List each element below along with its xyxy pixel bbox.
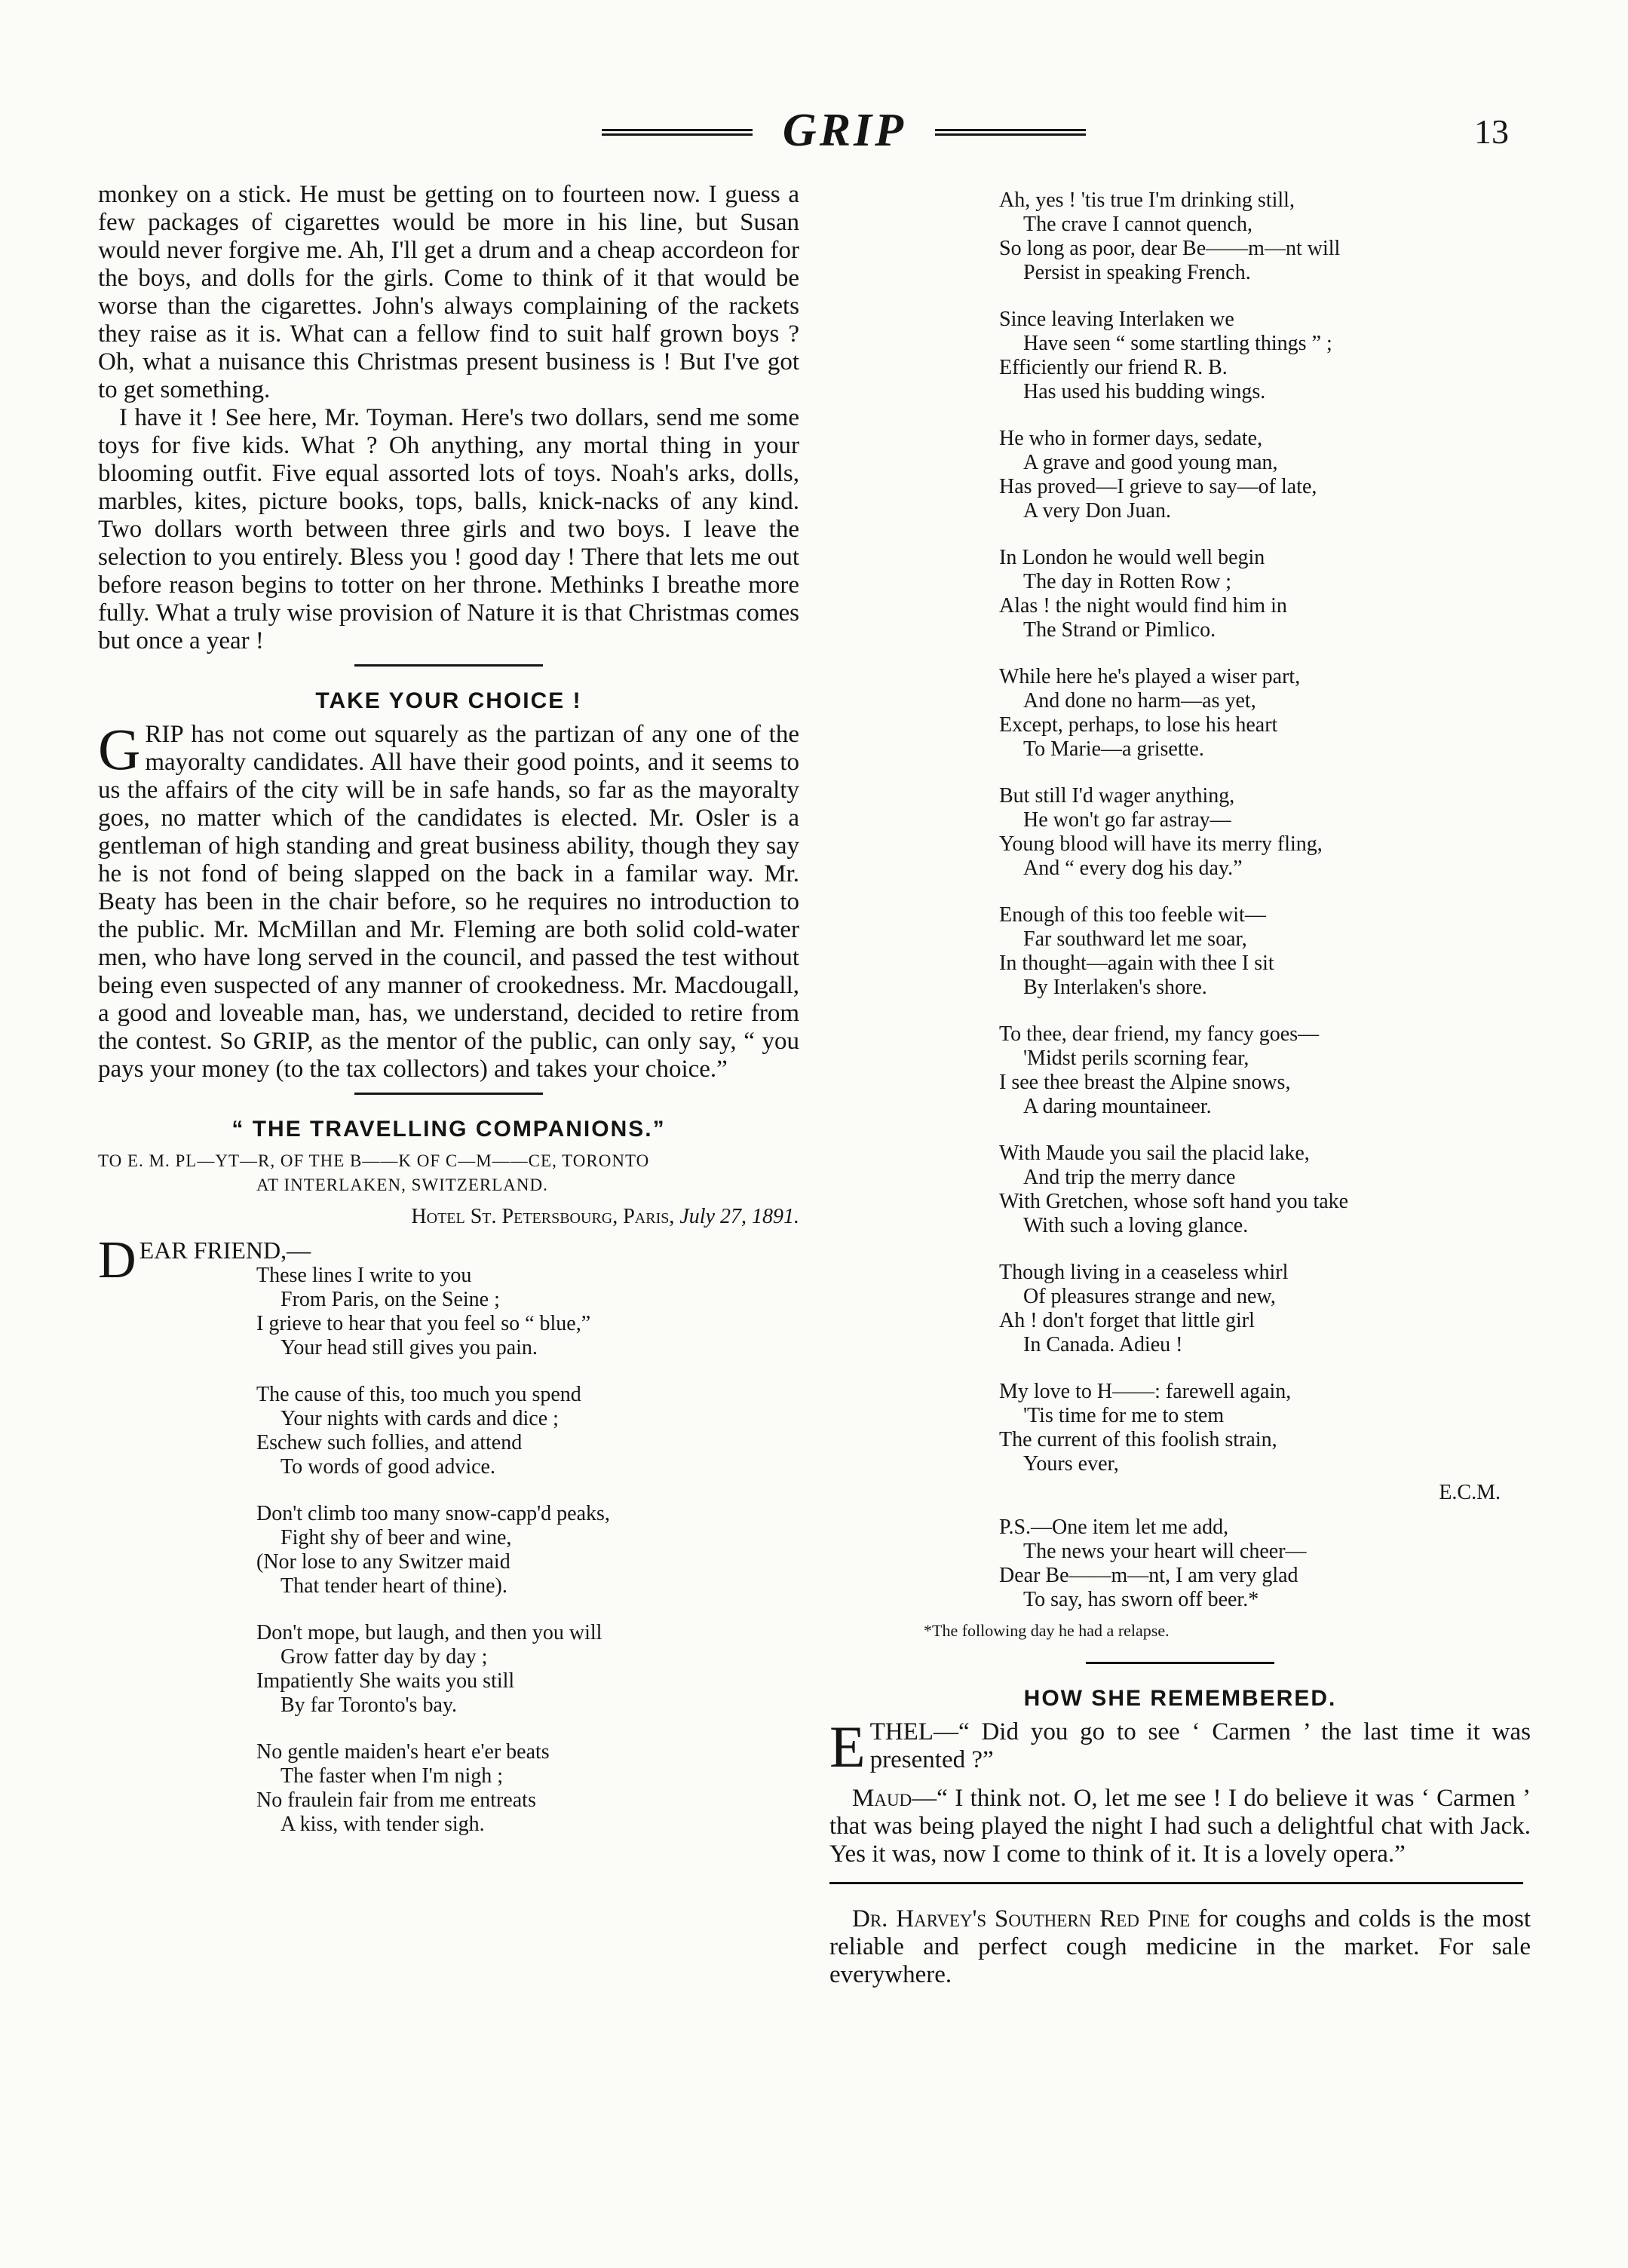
advert-lead: Dr. Harvey's Southern Red Pine — [852, 1905, 1191, 1932]
poem-line: He won't go far astray— — [1023, 808, 1231, 832]
masthead-title: GRIP — [782, 105, 907, 156]
poem-line: Efficiently our friend R. B. — [999, 356, 1228, 379]
footnote: *The following day he had a relapse. — [924, 1621, 1170, 1640]
dateline-place: Hotel St. Petersbourg, Paris, — [411, 1205, 680, 1228]
poem-line: A kiss, with tender sigh. — [281, 1813, 485, 1836]
dialogue-maud — [829, 1785, 1531, 1868]
poem-stanza — [999, 1261, 1531, 1357]
poem-line: P.S.—One item let me add, — [999, 1516, 1229, 1539]
poem-line: Eschew such follies, and attend — [256, 1431, 523, 1454]
poem-stanza — [999, 784, 1531, 881]
poem-line: Grow fatter day by day ; — [281, 1645, 488, 1669]
poem-line: 'Tis time for me to stem — [1023, 1404, 1225, 1427]
poem-line: With such a loving glance. — [1023, 1214, 1249, 1237]
take-your-choice-body — [98, 716, 799, 1083]
salutation-text: EAR FRIEND,— — [139, 1237, 311, 1264]
poem-stanza — [999, 427, 1531, 523]
masthead-rule-left — [602, 129, 753, 141]
poem-line: So long as poor, dear Be——m—nt will — [999, 237, 1341, 260]
poem-line: Has used his budding wings. — [1023, 380, 1266, 403]
poem-line: The Strand or Pimlico. — [1023, 618, 1216, 642]
poem-line: Have seen “ some startling things ” ; — [1023, 332, 1332, 355]
poem-line: To thee, dear friend, my fancy goes— — [999, 1022, 1320, 1046]
poem-stanza — [999, 1022, 1531, 1119]
poem-line: And done no harm—as yet, — [1023, 689, 1256, 713]
article-paragraph: monkey on a stick. He must be getting on to fourteen now. I guess a few packages of cigarettes would be more in his line, but Susan would never forgive me. Ah, I'll get a drum and a cheap accordeon for the boys, and dolls for the girls. Come to think of it that would be worse than the cigarettes. John's always complaining of the rackets they raise as it is. What can a fellow find to suit half grown boys ? Oh, what a nuisance this Christmas present business is ! But I've got to get something. — [98, 181, 799, 403]
poem-heading: “ THE TRAVELLING COMPANIONS.” — [231, 1117, 666, 1142]
poem-line: To say, has sworn off beer.* — [1023, 1588, 1259, 1611]
dateline-date: July 27, 1891. — [679, 1205, 799, 1228]
poem-line: In London he would well begin — [999, 546, 1265, 569]
poem-line: (Nor lose to any Switzer maid — [256, 1550, 510, 1574]
poem-line: Ah ! don't forget that little girl — [999, 1309, 1255, 1332]
poem-dedication — [98, 1149, 799, 1197]
poem-line: The crave I cannot quench, — [1023, 213, 1252, 236]
poem-line: Persist in speaking French. — [1023, 261, 1251, 284]
dedication-line: TO E. M. PL—YT—R, OF THE B——K OF C—M——CE, TORONTO — [98, 1151, 650, 1170]
poem-line: I grieve to hear that you feel so “ blue,” — [256, 1312, 591, 1335]
poem-line: While here he's played a wiser part, — [999, 665, 1301, 688]
divider — [354, 1093, 543, 1095]
masthead-rule-right — [935, 129, 1086, 141]
drop-cap: D — [98, 1231, 136, 1289]
poem-stanza — [999, 903, 1531, 1000]
poem-line: With Maude you sail the placid lake, — [999, 1142, 1310, 1165]
dedication-line: AT INTERLAKEN, SWITZERLAND. — [256, 1175, 548, 1194]
speaker-name: Maud — [852, 1785, 912, 1812]
poem-line: Except, perhaps, to lose his heart — [999, 713, 1278, 737]
poem-line: These lines I write to you — [256, 1264, 472, 1287]
advert-text: for coughs and colds is the most reliable and perfect cough medicine in the market. For sale everywhere. — [829, 1905, 1531, 1988]
poem-stanza — [256, 1740, 799, 1837]
poem-line: From Paris, on the Seine ; — [281, 1288, 500, 1311]
poem-line: The faster when I'm nigh ; — [281, 1764, 504, 1788]
poem-line: Your nights with cards and dice ; — [281, 1407, 559, 1430]
poem-left-part — [98, 1264, 799, 1837]
poem-line: By far Toronto's bay. — [281, 1693, 458, 1717]
poem-line: To words of good advice. — [281, 1455, 495, 1479]
poem-line: Yours ever, — [1023, 1452, 1119, 1476]
drop-cap: E — [829, 1714, 866, 1779]
drop-cap: G — [98, 716, 141, 782]
poem-line: A grave and good young man, — [1023, 451, 1278, 474]
poem-right-part — [829, 188, 1531, 1476]
poem-line: The news your heart will cheer— — [1023, 1540, 1307, 1563]
poem-line: No fraulein fair from me entreats — [256, 1788, 536, 1812]
poem-stanza — [999, 665, 1531, 762]
poem-line: Don't climb too many snow-capp'd peaks, — [256, 1502, 610, 1525]
poem-stanza — [999, 546, 1531, 642]
poem-line: The current of this foolish strain, — [999, 1428, 1277, 1451]
poem-line: With Gretchen, whose soft hand you take — [999, 1190, 1349, 1213]
page-number: 13 — [1474, 112, 1509, 151]
poem-line: Though living in a ceaseless whirl — [999, 1261, 1289, 1284]
poem-line: No gentle maiden's heart e'er beats — [256, 1740, 550, 1764]
poem-line: Ah, yes ! 'tis true I'm drinking still, — [999, 188, 1295, 212]
divider — [354, 664, 543, 667]
poem-line: My love to H——: farewell again, — [999, 1380, 1292, 1403]
article-heading: HOW SHE REMEMBERED. — [1023, 1686, 1337, 1711]
dialogue-text: THEL—“ Did you go to see ‘ Carmen ’ the last time it was presented ?” — [869, 1718, 1531, 1773]
poem-line: Young blood will have its merry fling, — [999, 832, 1323, 856]
article-heading: TAKE YOUR CHOICE ! — [315, 688, 582, 713]
poem-line: Alas ! the night would find him in — [999, 594, 1287, 618]
masthead — [0, 104, 1628, 164]
poem-line: By Interlaken's shore. — [1023, 976, 1207, 999]
poem-line: I see thee breast the Alpine snows, — [999, 1071, 1291, 1094]
poem-line: But still I'd wager anything, — [999, 784, 1235, 808]
dialogue-text: —“ I think not. O, let me see ! I do believe it was ‘ Carmen ’ that was being played the night I had such a delightful chat with Jack. Yes it was, now I come to think of it. It is a lovely opera.” — [829, 1785, 1531, 1868]
poem-line: Dear Be——m—nt, I am very glad — [999, 1564, 1298, 1587]
poem-line: The cause of this, too much you spend — [256, 1383, 581, 1406]
poem-line: Since leaving Interlaken we — [999, 308, 1234, 331]
poem-line: And “ every dog his day.” — [1023, 857, 1243, 880]
article-text: RIP has not come out squarely as the partizan of any one of the mayoralty candidates. All have their good points, and it seems to us the affairs of the city will be in safe hands, so far as the mayoralty goes, no matter which of the candidates is elected. Mr. Osler is a gentleman of high standing and great business ability, though they say he is not fond of being slapped on the back in a familar way. Mr. Beaty has been in the chair before, so he requires no introduction to the public. Mr. McMillan and Mr. Fleming are both solid cold-water men, who have long served in the council, and passed the test without being even suspected of any manner of crookedness. Mr. Macdougall, a good and loveable man, has, we understand, decided to retire from the contest. So GRIP, as the mentor of the public, can only say, “ you pays your money (to the tax collectors) and takes your choice.” — [98, 721, 799, 1083]
opening-article — [98, 181, 799, 655]
article-paragraph: I have it ! See here, Mr. Toyman. Here's two dollars, send me some toys for five kids. What ? Oh anything, any mortal thing in your blooming outfit. Five equal assorted lots of toys. Noah's arks, dolls, marbles, kites, picture books, tops, balls, knick-nacks of any kind. Two dollars worth between three girls and two boys. I leave the selection to you entirely. Bless you ! good day ! There that lets me out before reason begins to totter on her throne. Methinks I breathe more fully. What a truly wise provision of Nature it is that Christmas comes but once a year ! — [98, 404, 799, 654]
poem-line: The day in Rotten Row ; — [1023, 570, 1232, 593]
right-column — [829, 188, 1531, 1989]
divider — [1086, 1662, 1274, 1664]
poem-line: Has proved—I grieve to say—of late, — [999, 475, 1317, 498]
divider — [829, 1882, 1523, 1884]
poem-stanza — [999, 188, 1531, 285]
advertisement — [829, 1905, 1531, 1989]
how-she-remembered-body — [829, 1714, 1531, 1868]
poem-line: A daring mountaineer. — [1023, 1095, 1212, 1118]
poem-line: Enough of this too feeble wit— — [999, 903, 1266, 927]
poem-line: Of pleasures strange and new, — [1023, 1285, 1276, 1308]
dialogue-ethel — [829, 1714, 1531, 1779]
poem-line: To Marie—a grisette. — [1023, 737, 1204, 761]
poem-line: He who in former days, sedate, — [999, 427, 1263, 450]
dateline — [98, 1202, 799, 1232]
poem-stanza — [256, 1621, 799, 1718]
poem-line: And trip the merry dance — [1023, 1166, 1236, 1189]
poem-line: A very Don Juan. — [1023, 499, 1171, 523]
poem-line: 'Midst perils scorning fear, — [1023, 1047, 1249, 1070]
poem-stanza — [999, 1142, 1531, 1238]
poem-stanza — [256, 1502, 799, 1598]
poem-line: That tender heart of thine). — [281, 1574, 507, 1598]
poem-line: In Canada. Adieu ! — [1023, 1333, 1183, 1356]
poem-line: Your head still gives you pain. — [281, 1336, 538, 1359]
poem-stanza — [256, 1264, 799, 1360]
poem-stanza — [999, 308, 1531, 404]
poem-line: Don't mope, but laugh, and then you will — [256, 1621, 602, 1644]
signature: E.C.M. — [1439, 1481, 1501, 1504]
poem-stanza — [256, 1383, 799, 1479]
left-column — [98, 181, 799, 1859]
poem-line: Far southward let me soar, — [1023, 927, 1247, 951]
poem-line: Fight shy of beer and wine, — [281, 1526, 512, 1549]
poem-line: Impatiently She waits you still — [256, 1669, 515, 1693]
poem-line: In thought—again with thee I sit — [999, 952, 1274, 975]
poem-stanza — [999, 1380, 1531, 1476]
postscript — [829, 1516, 1531, 1612]
